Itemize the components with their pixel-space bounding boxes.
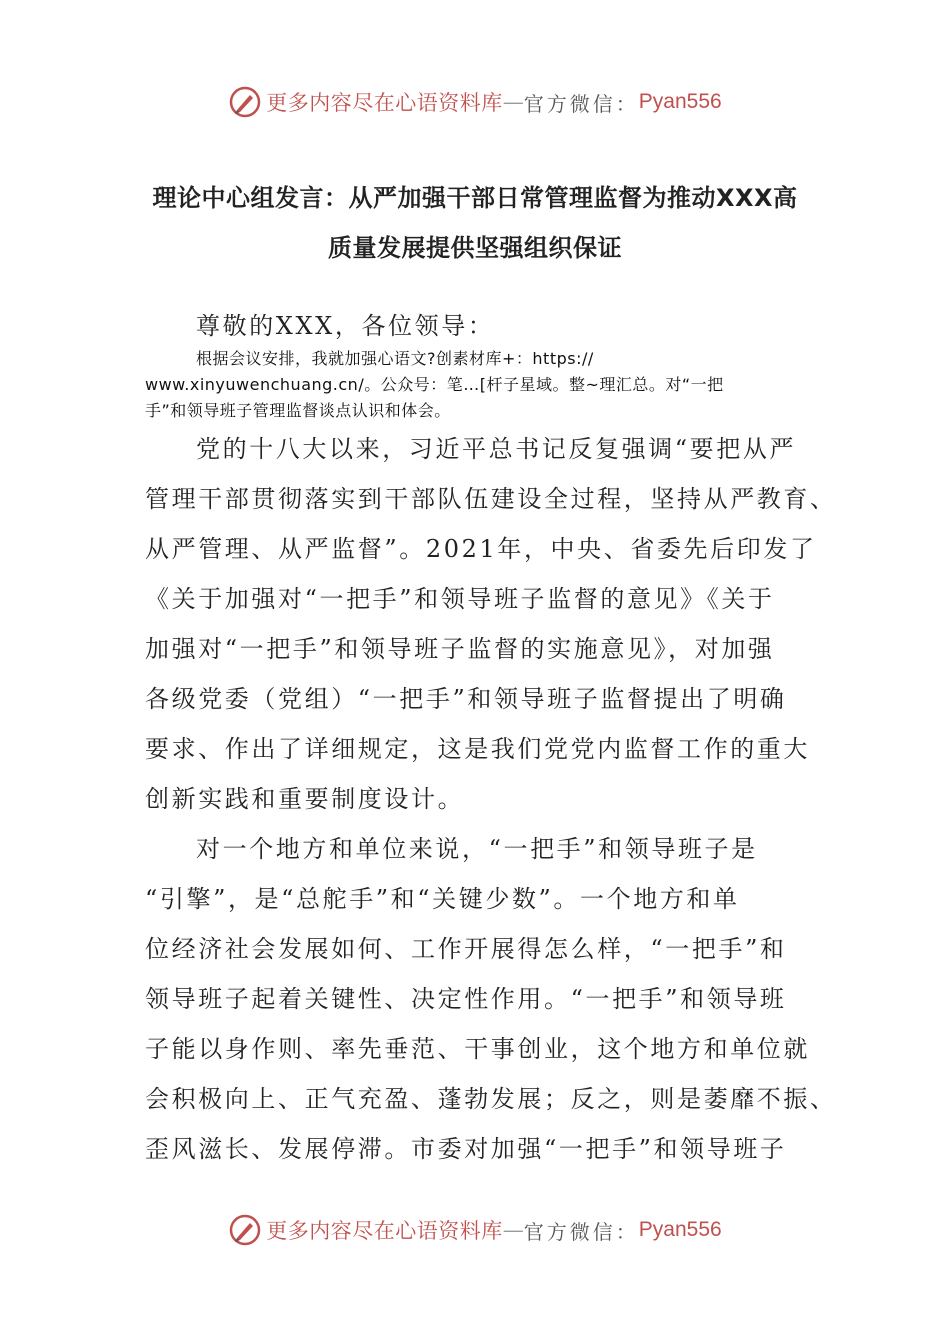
paragraph-2-line: 歪风滋长、发展停滞。市委对加强“一把手”和领导班子 xyxy=(145,1135,787,1163)
banner-wechat-id: Pyan556 xyxy=(638,1218,722,1241)
banner-separator: — xyxy=(502,1218,524,1242)
footer-banner xyxy=(0,1210,950,1250)
paragraph-1-line: 加强对“一把手”和领导班子监督的实施意见》，对加强 xyxy=(145,635,775,663)
banner-slogan: 更多内容尽在心语资料库 xyxy=(266,91,503,115)
paragraph-1-line: 《关于加强对“一把手”和领导班子监督的意见》《关于 xyxy=(145,585,775,613)
header-banner xyxy=(0,82,950,122)
intro-line-1: 根据会议安排，我就加强心语文?创素材库+：https:// xyxy=(196,349,594,368)
banner-official-label: 官方微信： xyxy=(523,1219,639,1244)
paragraph-1-line: 党的十八大以来，习近平总书记反复强调“要把从严 xyxy=(196,435,797,463)
paragraph-1-line: 各级党委（党组）“一把手”和领导班子监督提出了明确 xyxy=(145,685,787,713)
banner-slogan: 更多内容尽在心语资料库 xyxy=(266,1219,503,1243)
paragraph-2-line: 领导班子起着关键性、决定性作用。“一把手”和领导班 xyxy=(145,985,787,1013)
paragraph-1-line: 要求、作出了详细规定，这是我们党党内监督工作的重大 xyxy=(145,735,810,763)
salutation: 尊敬的XXX，各位领导： xyxy=(196,312,495,340)
paragraph-1-line: 创新实践和重要制度设计。 xyxy=(145,785,465,813)
banner-official-label: 官方微信： xyxy=(523,91,639,116)
document-title-line-2: 质量发展提供坚强组织保证 xyxy=(328,234,622,262)
pen-logo-icon xyxy=(228,1213,262,1247)
banner-separator: — xyxy=(502,90,524,114)
paragraph-1-line: 管理干部贯彻落实到干部队伍建设全过程，坚持从严教育、 xyxy=(145,485,837,513)
paragraph-1-line: 从严管理、从严监督”。2021年，中央、省委先后印发了 xyxy=(145,535,817,563)
paragraph-2-line: 位经济社会发展如何、工作开展得怎么样，“一把手”和 xyxy=(145,935,787,963)
banner-wechat-id: Pyan556 xyxy=(638,90,722,113)
document-title-line-1: 理论中心组发言：从严加强干部日常管理监督为推动XXX高 xyxy=(152,184,798,212)
intro-line-2: www.xinyuwenchuang.cn/。公众号：笔…[杆子星域。整~理汇总。对“一把 xyxy=(145,375,724,394)
intro-line-3: 手”和领导班子管理监督谈点认识和体会。 xyxy=(145,401,451,420)
paragraph-2-line: “引擎”，是“总舵手”和“关键少数”。一个地方和单 xyxy=(145,885,740,913)
paragraph-2-line: 对一个地方和单位来说，“一把手”和领导班子是 xyxy=(196,835,758,863)
paragraph-2-line: 会积极向上、正气充盈、蓬勃发展；反之，则是萎靡不振、 xyxy=(145,1085,837,1113)
pen-logo-icon xyxy=(228,85,262,119)
paragraph-2-line: 子能以身作则、率先垂范、干事创业，这个地方和单位就 xyxy=(145,1035,810,1063)
